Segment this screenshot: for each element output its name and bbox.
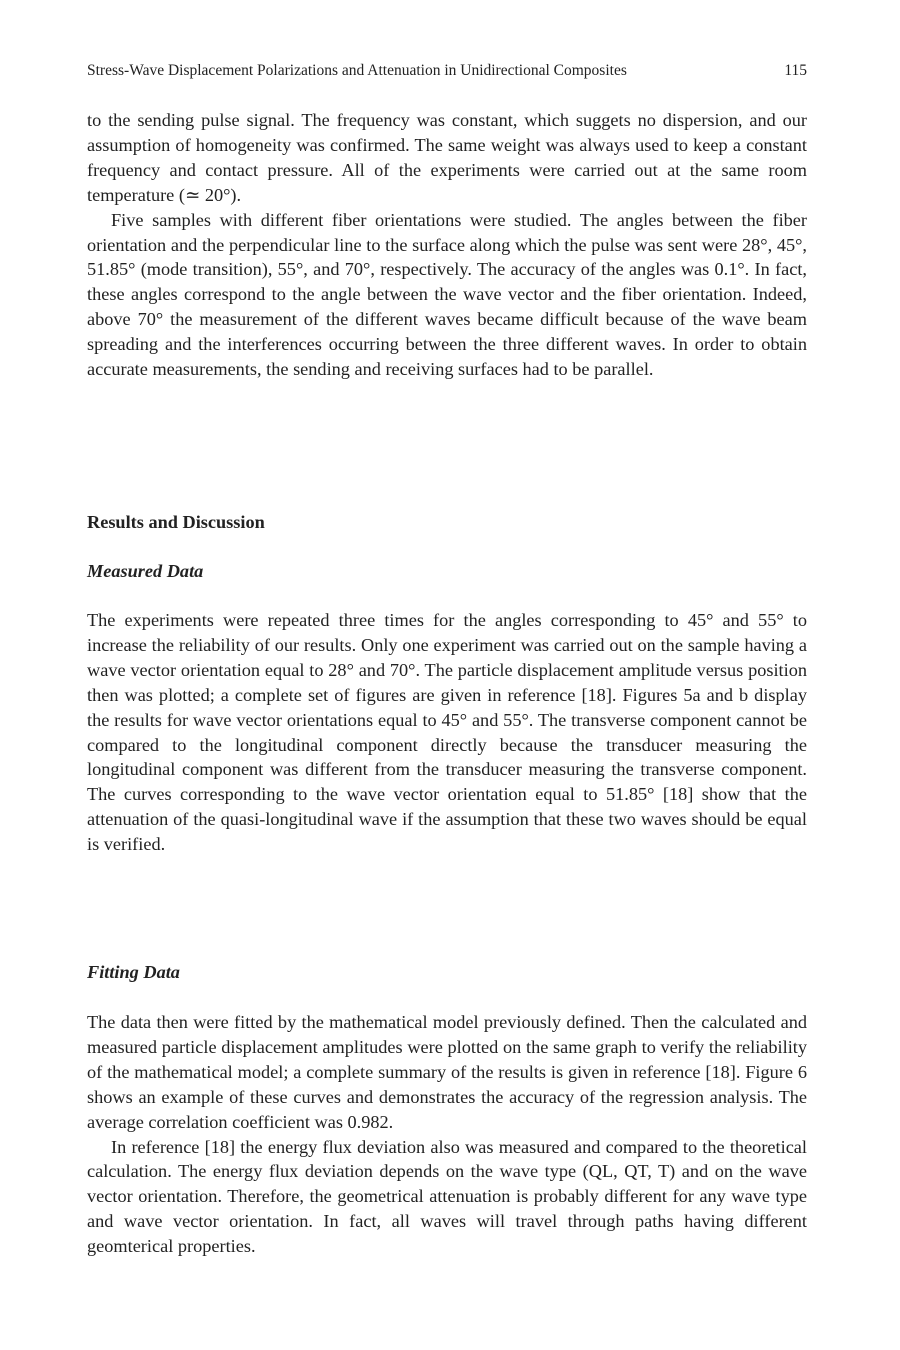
running-head: [87, 60, 807, 82]
page-number: 115: [784, 62, 807, 79]
fitting-data-paragraph-2: In reference [18] the energy flux deviation also was measured and compared to the theoretical calculation. The energy flux deviation depends on the wave type (QL, QT, T) and on the wave vector orientation. Therefore, the geometrical attenuation is probably different for any wave type and wave vector orientation. In fact, all waves will travel through paths having different geomterical properties.: [87, 1136, 807, 1257]
section-heading-results: Results and Discussion: [87, 512, 265, 532]
page-body: [87, 60, 807, 1257]
intro-paragraph-1: to the sending pulse signal. The frequency was constant, which suggets no dispersion, and our assumption of homogeneity was confirmed. The same weight was always used to keep a constant frequency and contact pressure. All of the experiments were carried out at the same room temperature (≃ 20°).: [87, 110, 807, 205]
fitting-data-body: [87, 1010, 807, 1259]
measured-data-body: [87, 608, 807, 857]
fitting-data-section: [87, 960, 807, 984]
measured-data-paragraph: The experiments were repeated three times for the angles corresponding to 45° and 55° to increase the reliability of our results. Only one experiment was carried out on the sample having a wave vector orientation equal to 28° and 70°. The particle displacement amplitude versus position then was plotted; a complete set of figures are given in reference [18]. Figures 5a and b display the results for wave vector orientations equal to 45° and 55°. The transverse component cannot be compared to the longitudinal component directly because the transducer measuring the longitudinal component was different from the transducer measuring the transverse component. The curves corresponding to the wave vector orientation equal to 51.85° [18] show that the attenuation of the quasi-longitudinal wave if the assumption that these two waves should be equal is verified.: [87, 610, 807, 855]
intro-paragraph-2: Five samples with different fiber orientations were studied. The angles between the fiber orientation and the perpendicular line to the surface along which the pulse was sent were 28°, 45°, 51.85° (mode transition), 55°, and 70°, respectively. The accuracy of the angles was 0.1°. In fact, these angles correspond to the angle between the wave vector and the fiber orientation. Indeed, above 70° the measurement of the different waves became difficult because of the wave beam spreading and the interferences occurring between the three different waves. In order to obtain accurate measurements, the sending and receiving surfaces had to be parallel.: [87, 209, 807, 380]
running-title: Stress-Wave Displacement Polarizations and Attenuation in Unidirectional Composites: [87, 62, 627, 79]
intro-section: [87, 108, 807, 382]
fitting-data-paragraph-1: The data then were fitted by the mathematical model previously defined. Then the calculated and measured particle displacement amplitudes were plotted on the same graph to verify the reliability of the mathematical model; a complete summary of the results is given in reference [18]. Figure 6 shows an example of these curves and demonstrates the accuracy of the regression analysis. The average correlation coefficient was 0.982.: [87, 1012, 807, 1132]
results-section: [87, 510, 807, 534]
subsection-heading-measured-data: Measured Data: [87, 561, 204, 581]
subsection-heading-fitting-data: Fitting Data: [87, 962, 180, 982]
measured-data-section: [87, 559, 807, 583]
